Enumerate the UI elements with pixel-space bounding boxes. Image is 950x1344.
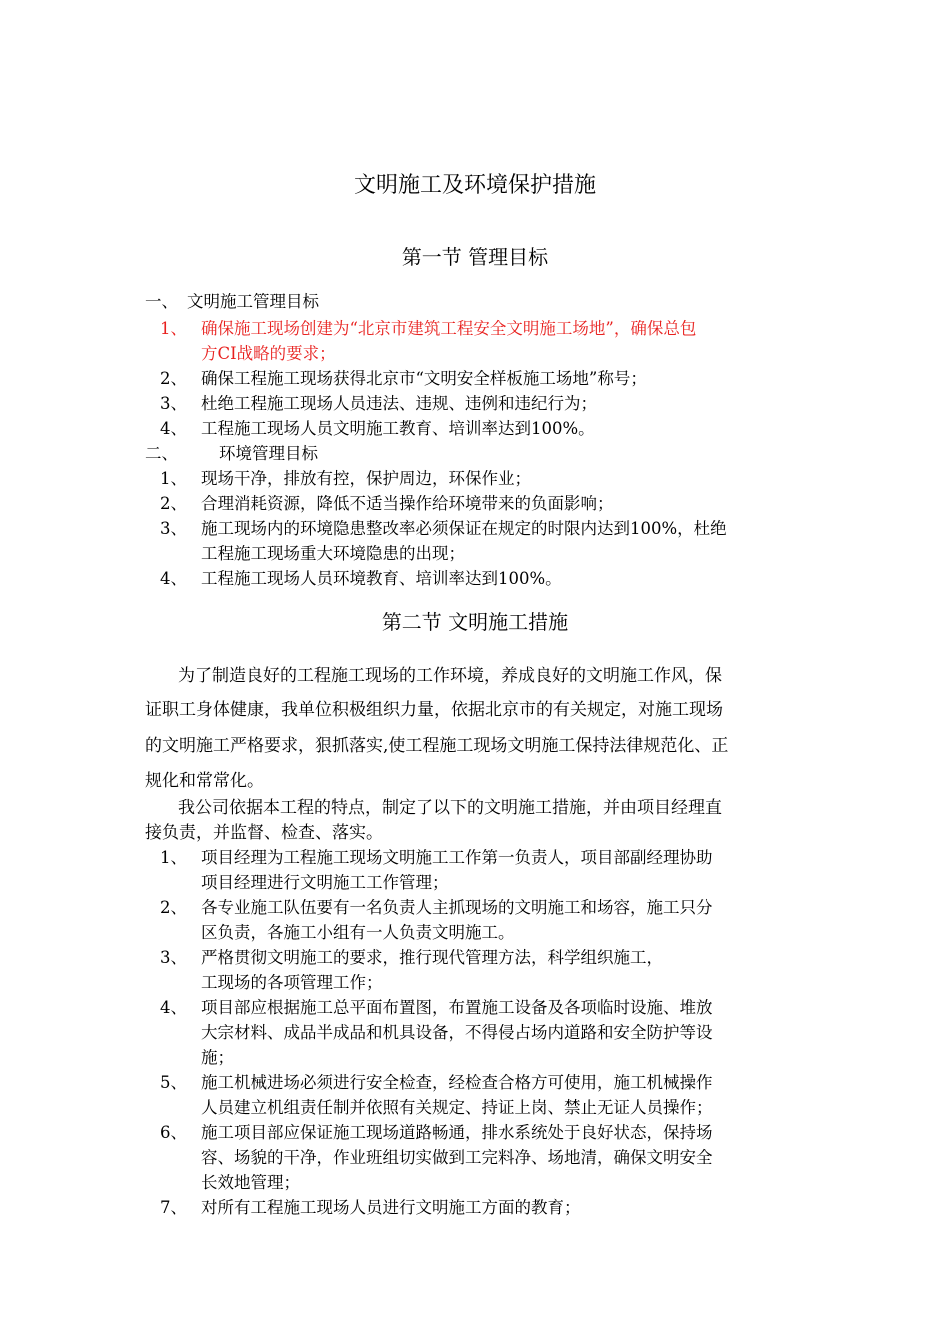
list-item-text: 工程施工现场重大环境隐患的出现；	[201, 544, 465, 563]
paragraph-line: 我公司依据本工程的特点，制定了以下的文明施工措施，并由项目经理直	[178, 798, 722, 818]
list-item-text: 确保施工现场创建为“北京市建筑工程安全文明施工场地”，确保总包	[201, 319, 697, 338]
paragraph-line: 证职工身体健康，我单位积极组织力量，依据北京市的有关规定，对施工现场	[145, 700, 723, 720]
list-item-text: 方CI战略的要求；	[201, 344, 336, 363]
list-item-text: 各专业施工队伍要有一名负责人主抓现场的文明施工和场容，施工只分	[201, 898, 713, 917]
section-1-heading: 第一节 管理目标	[401, 245, 549, 269]
list-item-number: 7、	[160, 1198, 187, 1217]
list-item-number: 2、	[160, 494, 187, 513]
list-item-text: 大宗材料、成品半成品和机具设备，不得侵占场内道路和安全防护等设	[201, 1023, 713, 1042]
list-item-number: 4、	[160, 569, 187, 588]
group-label: 文明施工管理目标	[187, 292, 319, 311]
list-item-number: 1、	[160, 469, 187, 488]
list-item-text: 杜绝工程施工现场人员违法、违规、违例和违纪行为；	[201, 394, 597, 413]
group-2-heading	[145, 442, 318, 466]
list-item-text: 人员建立机组责任制并依照有关规定、持证上岗、禁止无证人员操作；	[201, 1098, 713, 1117]
group-1-heading	[145, 290, 319, 314]
list-item-text: 施工机械进场必须进行安全检查，经检查合格方可使用，施工机械操作	[201, 1073, 713, 1092]
group-label: 环境管理目标	[219, 444, 318, 463]
list-item-text: 现场干净，排放有控，保护周边，环保作业；	[201, 469, 531, 488]
list-item-number: 3、	[160, 394, 187, 413]
paragraph-line: 接负责，并监督、检查、落实。	[145, 823, 383, 843]
section-2-heading: 第二节 文明施工措施	[381, 610, 569, 634]
list-item-text: 施工现场内的环境隐患整改率必须保证在规定的时限内达到100%，杜绝	[201, 519, 727, 538]
list-item-text: 确保工程施工现场获得北京市“文明安全样板施工场地”称号；	[201, 369, 647, 388]
list-item-number: 4、	[160, 419, 187, 438]
document-title: 文明施工及环境保护措施	[353, 173, 596, 198]
list-item-text: 工程施工现场人员环境教育、培训率达到100%。	[201, 569, 562, 588]
list-item-text: 工现场的各项管理工作；	[201, 973, 383, 992]
list-item-text: 区负责，各施工小组有一人负责文明施工。	[201, 923, 515, 942]
list-item-number: 5、	[160, 1073, 187, 1092]
group-marker: 二、	[145, 444, 178, 463]
list-item-text: 项目部应根据施工总平面布置图，布置施工设备及各项临时设施、堆放	[201, 998, 713, 1017]
list-item-text: 对所有工程施工现场人员进行文明施工方面的教育；	[201, 1198, 581, 1217]
list-item-text: 施；	[201, 1048, 234, 1067]
paragraph-line: 为了制造良好的工程施工现场的工作环境，养成良好的文明施工作风，保	[178, 666, 722, 686]
paragraph-line: 规化和常常化。	[145, 771, 264, 791]
list-item-number: 1、	[160, 319, 187, 338]
paragraph-line: 的文明施工严格要求，狠抓落实,使工程施工现场文明施工保持法律规范化、正	[145, 736, 729, 756]
list-item-number: 6、	[160, 1123, 187, 1142]
list-item-number: 2、	[160, 898, 187, 917]
list-item-text: 施工项目部应保证施工现场道路畅通，排水系统处于良好状态，保持场	[201, 1123, 713, 1142]
list-item-number: 3、	[160, 948, 187, 967]
list-item-text: 严格贯彻文明施工的要求，推行现代管理方法，科学组织施工，	[201, 948, 663, 967]
list-item-text: 工程施工现场人员文明施工教育、培训率达到100%。	[201, 419, 595, 438]
list-item-number: 3、	[160, 519, 187, 538]
list-item-number: 4、	[160, 998, 187, 1017]
list-item-text: 项目经理进行文明施工工作管理；	[201, 873, 449, 892]
list-item-text: 项目经理为工程施工现场文明施工工作第一负责人，项目部副经理协助	[201, 848, 713, 867]
list-item-text: 合理消耗资源，降低不适当操作给环境带来的负面影响；	[201, 494, 614, 513]
list-item-text: 容、场貌的干净，作业班组切实做到工完料净、场地清，确保文明安全	[201, 1148, 713, 1167]
group-marker: 一、	[145, 292, 178, 311]
list-item-text: 长效地管理；	[201, 1173, 300, 1192]
list-item-number: 1、	[160, 848, 187, 867]
list-item-number: 2、	[160, 369, 187, 388]
